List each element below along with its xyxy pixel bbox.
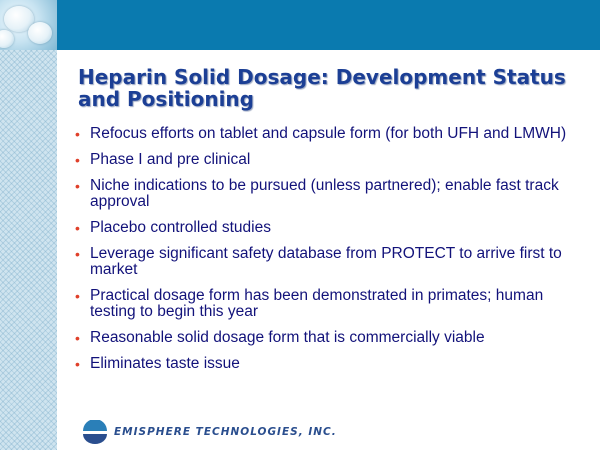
bullet-text: Practical dosage form has been demonstrated in primates; human testing to begin this year bbox=[90, 287, 544, 320]
bullet-item bbox=[72, 152, 572, 168]
bullet-icon: • bbox=[75, 356, 80, 372]
bullet-icon: • bbox=[75, 126, 80, 142]
company-name: EMISPHERE TECHNOLOGIES, INC. bbox=[114, 426, 337, 438]
bullet-text: Niche indications to be pursued (unless partnered); enable fast track approval bbox=[90, 177, 559, 210]
pills-photo bbox=[0, 0, 57, 50]
bullet-text: Reasonable solid dosage form that is commercially viable bbox=[90, 329, 485, 346]
bullet-text: Refocus efforts on tablet and capsule form (for both UFH and LMWH) bbox=[90, 125, 567, 142]
pill-icon bbox=[28, 22, 52, 44]
bullet-icon: • bbox=[75, 220, 80, 236]
bullet-icon: • bbox=[75, 178, 80, 194]
bullet-text: Placebo controlled studies bbox=[90, 219, 271, 236]
bullet-text: Phase I and pre clinical bbox=[90, 151, 251, 168]
bullet-item bbox=[72, 246, 572, 278]
bullet-item bbox=[72, 330, 572, 346]
emisphere-logo-icon bbox=[80, 420, 110, 444]
bullet-item bbox=[72, 356, 572, 372]
bullet-icon: • bbox=[75, 246, 80, 262]
bullet-item bbox=[72, 220, 572, 236]
bullet-text: Eliminates taste issue bbox=[90, 355, 240, 372]
header-bar bbox=[57, 0, 600, 50]
bullet-text: Leverage significant safety database from PROTECT to arrive first to market bbox=[90, 245, 562, 278]
bullet-list bbox=[72, 126, 572, 382]
bullet-item bbox=[72, 178, 572, 210]
company-logo bbox=[80, 418, 337, 446]
bullet-icon: • bbox=[75, 152, 80, 168]
left-decorative-strip bbox=[0, 0, 57, 450]
pill-icon bbox=[0, 30, 14, 48]
bullet-item bbox=[72, 288, 572, 320]
slide-title: Heparin Solid Dosage: Development Status and Positioning bbox=[78, 65, 566, 111]
bullet-item bbox=[72, 126, 572, 142]
bullet-icon: • bbox=[75, 288, 80, 304]
bullet-icon: • bbox=[75, 330, 80, 346]
